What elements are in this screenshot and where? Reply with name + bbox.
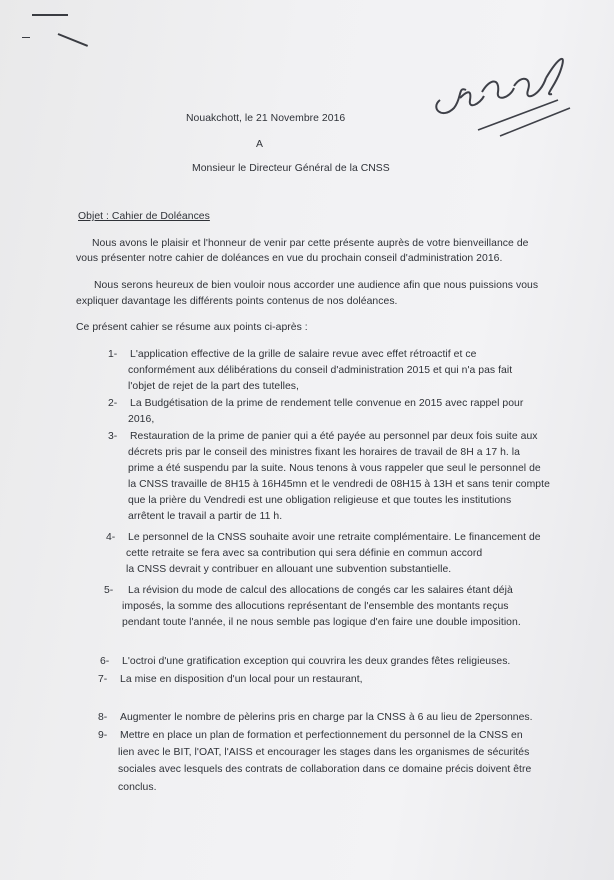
- item-1-line-2: conformément aux délibérations du conseil d'administration 2015 et qui n'a pas fait: [128, 365, 513, 376]
- item-3-line-3: prime a été suspendu par la suite. Nous tenons à vous rappeler que seul le personnel de: [128, 463, 541, 474]
- pen-mark: [22, 37, 30, 38]
- item-9-line-4: conclus.: [118, 782, 157, 793]
- item-3-line-4: la CNSS travaille de 8H15 à 16H45mn et le vendredi de 08H15 à 13H et sans tenir compte: [128, 479, 550, 490]
- item-number: 6-: [100, 656, 110, 667]
- item-4-line-3: la CNSS devrait y contribuer en allouant une subvention substantielle.: [126, 564, 452, 575]
- item-3-line-6: arrêtent le travail a partir de 11 h.: [128, 511, 283, 522]
- intro-paragraph-1-line-1: Nous avons le plaisir et l'honneur de venir par cette présente auprès de votre bienveillance de: [92, 238, 529, 249]
- item-1-line-1: L'application effective de la grille de salaire revue avec effet rétroactif et ce: [130, 349, 477, 360]
- item-8-line-1: Augmenter le nombre de pèlerins pris en charge par la CNSS à 6 au lieu de 2personnes.: [120, 712, 533, 723]
- item-5-line-1: La révision du mode de calcul des allocations de congés car les salaires étant déjà: [128, 585, 513, 596]
- intro-paragraph-1-line-2: vous présenter notre cahier de doléances en vue du prochain conseil d'administration 2016.: [76, 253, 503, 264]
- item-3-line-1: Restauration de la prime de panier qui a été payée au personnel par deux fois suite aux: [130, 431, 538, 442]
- item-9-line-1: Mettre en place un plan de formation et perfectionnement du personnel de la CNSS en: [120, 730, 523, 741]
- item-2-line-2: 2016,: [128, 414, 155, 425]
- item-9-line-3: sociales avec lesquels des contrats de collaboration dans ce domaine précis doivent être: [118, 764, 532, 775]
- item-3-line-2: décrets pris par le conseil des ministres fixant les horaires de travail de 8H a 17 h. la: [128, 447, 520, 458]
- item-3-line-5: que la prière du Vendredi est une obligation religieuse et que toutes les institutions: [128, 495, 512, 506]
- intro-paragraph-2-line-1: Nous serons heureux de bien vouloir nous accorder une audience afin que nous puissions vous: [94, 280, 539, 291]
- item-4-line-1: Le personnel de la CNSS souhaite avoir une retraite complémentaire. Le financement de: [128, 532, 541, 543]
- pen-mark: [58, 33, 88, 47]
- item-1-line-3: l'objet de rejet de la part des tutelles,: [128, 381, 299, 392]
- item-5-line-2: imposés, la somme des allocutions représentant de l'ensemble des montants reçus: [122, 601, 509, 612]
- object-line: Objet : Cahier de Doléances: [78, 211, 210, 222]
- item-number: 4-: [106, 532, 116, 543]
- item-number: 5-: [104, 585, 114, 596]
- pen-mark: [32, 14, 68, 16]
- item-6-line-1: L'octroi d'une gratification exception qui couvrira les deux grandes fêtes religieuses.: [122, 656, 511, 667]
- item-number: 3-: [108, 431, 118, 442]
- item-7-line-1: La mise en disposition d'un local pour un restaurant,: [120, 674, 363, 685]
- item-2-line-1: La Budgétisation de la prime de rendement telle convenue en 2015 avec rappel pour: [130, 398, 524, 409]
- item-4-line-2: cette retraite se fera avec sa contribution qui sera définie en commun accord: [126, 548, 483, 559]
- item-number: 9-: [98, 730, 108, 741]
- intro-paragraph-2-line-2: expliquer davantage les différents points contenus de nos doléances.: [76, 296, 398, 307]
- handwritten-signature: [420, 38, 580, 138]
- item-number: 7-: [98, 674, 108, 685]
- recipient: Monsieur le Directeur Général de la CNSS: [192, 163, 390, 174]
- addressee-prefix: A: [256, 139, 263, 150]
- item-number: 2-: [108, 398, 118, 409]
- summary-line: Ce présent cahier se résume aux points ci-après :: [76, 322, 308, 333]
- item-9-line-2: lien avec le BIT, l'OAT, l'AISS et encourager les stages dans les organismes de sécurités: [118, 747, 530, 758]
- item-number: 1-: [108, 349, 118, 360]
- place-date: Nouakchott, le 21 Novembre 2016: [186, 113, 346, 124]
- item-5-line-3: pendant toute l'année, il ne nous semble pas logique d'en faire une double imposition.: [122, 617, 521, 628]
- item-number: 8-: [98, 712, 108, 723]
